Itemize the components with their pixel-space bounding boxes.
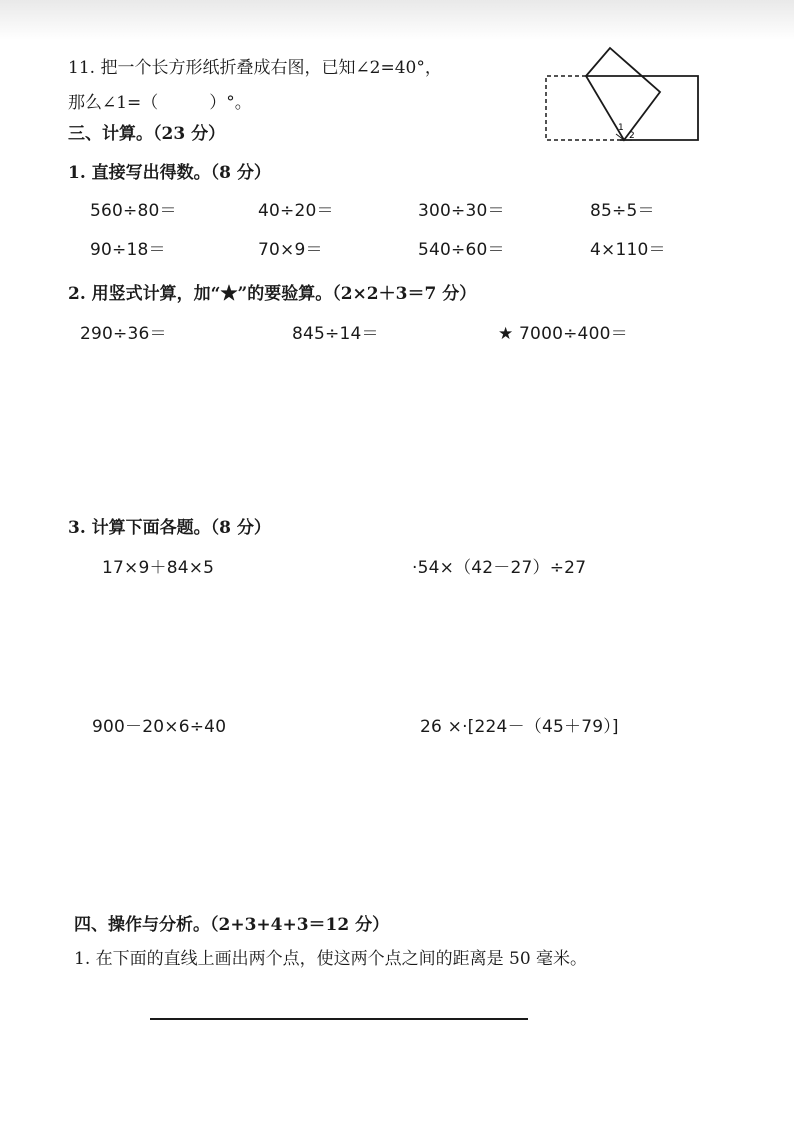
mental-math-item: 560÷80＝ [90,201,177,221]
mental-math-item: 70×9＝ [258,240,323,260]
calc-problem: 26 ×·[224－（45＋79）] [420,717,619,737]
section-4-question-1: 1. 在下面的直线上画出两个点，使这两个点之间的距离是 50 毫米。 [74,949,588,969]
mental-math-item: 540÷60＝ [418,240,505,260]
angle-2-label: 2 [629,131,635,141]
angle-1-label: 1 [618,123,624,133]
vertical-calc-item-starred: ★ 7000÷400＝ [498,324,628,344]
part-3-title: 3. 计算下面各题。（8 分） [68,518,271,538]
section-3-title: 三、计算。（23 分） [68,124,226,144]
section-4-title: 四、操作与分析。（2+3+4+3＝12 分） [74,915,390,935]
mental-math-item: 90÷18＝ [90,240,166,260]
mental-math-item: 85÷5＝ [590,201,655,221]
mental-math-item: 300÷30＝ [418,201,505,221]
drawing-line[interactable] [150,1018,528,1020]
scan-shadow [0,0,794,40]
vertical-calc-item: 290÷36＝ [80,324,167,344]
mental-math-item: 4×110＝ [590,240,666,260]
rectangle-edge [586,76,698,140]
question-11-text: 11. 把一个长方形纸折叠成右图，已知∠2=40°， [68,58,442,78]
question-11-blank-text: 那么∠1=（ ）°。 [68,93,252,113]
part-1-title: 1. 直接写出得数。（8 分） [68,163,271,183]
dashed-rectangle-edge [546,76,620,140]
mental-math-item: 40÷20＝ [258,201,334,221]
folded-rectangle-figure [540,42,704,146]
calc-problem: 900－20×6÷40 [92,717,227,737]
vertical-calc-item: 845÷14＝ [292,324,379,344]
calc-problem: 17×9＋84×5 [102,558,215,578]
part-2-title: 2. 用竖式计算，加“★”的要验算。（2×2＋3＝7 分） [68,284,477,304]
calc-problem: ·54×（42－27）÷27 [412,558,587,578]
